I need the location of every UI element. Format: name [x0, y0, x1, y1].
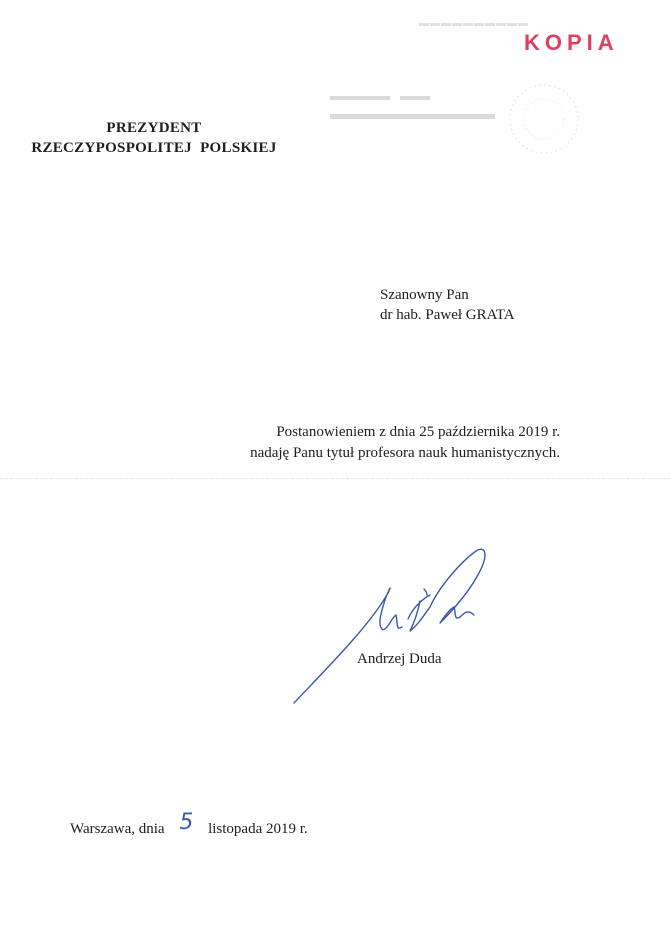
addressee-name: dr hab. Paweł GRATA — [380, 307, 515, 323]
letterhead-subtitle: RZECZYPOSPOLITEJ POLSKIEJ — [31, 140, 277, 156]
date-day-handwritten: 5 — [179, 810, 194, 835]
place-date — [70, 810, 308, 839]
signer-name: Andrzej Duda — [357, 651, 442, 667]
date-suffix: listopada 2019 r. — [208, 821, 308, 837]
letterhead-title: PREZYDENT — [106, 120, 202, 136]
letter-body — [180, 422, 560, 464]
handwritten-signature — [290, 545, 500, 710]
body-line-2: nadaję Panu tytuł profesora nauk humanistycznych. — [250, 445, 560, 461]
addressee-salutation: Szanowny Pan — [380, 287, 469, 303]
addressee-block — [380, 285, 515, 325]
paper-fold — [0, 478, 670, 480]
copy-stamp: KOPIA — [524, 30, 619, 55]
show-through-lines — [330, 92, 500, 132]
show-through-text: ▬▬▬▬▬▬▬▬▬▬ — [418, 20, 528, 31]
show-through-seal — [505, 80, 583, 158]
date-prefix: Warszawa, dnia — [70, 821, 165, 837]
letterhead — [20, 118, 288, 158]
body-line-1: Postanowieniem z dnia 25 października 2019 r. — [276, 424, 560, 440]
